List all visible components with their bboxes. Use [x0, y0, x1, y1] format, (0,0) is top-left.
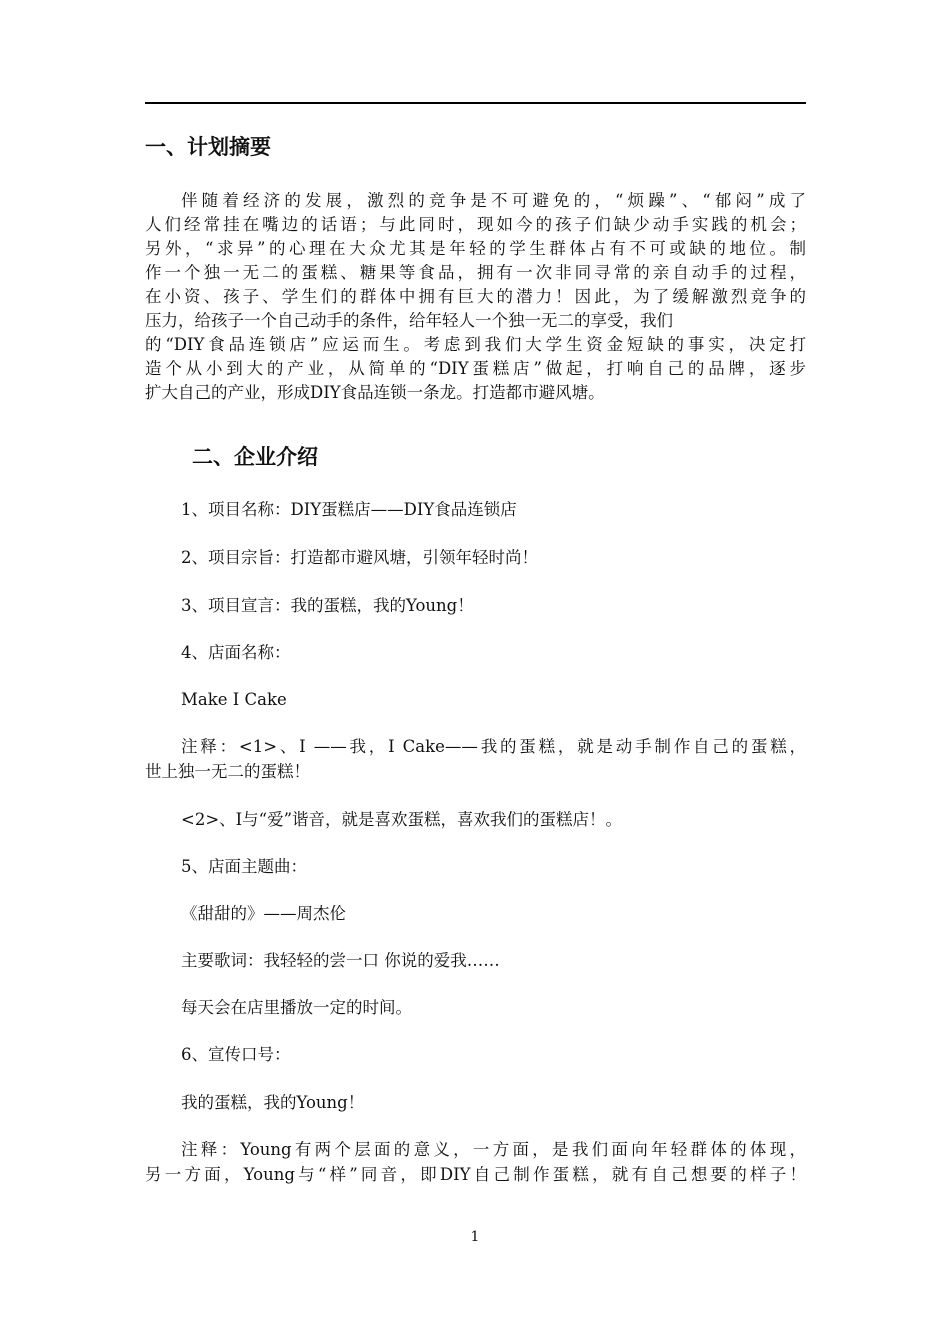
heading-company-intro: 二、企业介绍 — [192, 445, 318, 469]
summary-line: 人们经常挂在嘴边的话语；与此同时，现如今的孩子们缺少动手实践的机会； — [145, 215, 806, 234]
summary-line: 扩大自己的产业，形成DIY食品连锁一条龙。打造都市避风塘。 — [145, 383, 605, 402]
summary-line: 另外，“求异”的心理在大众尤其是年轻的学生群体占有不可或缺的地位。制 — [145, 239, 806, 258]
intro-line: 主要歌词：我轻轻的尝一口 你说的爱我…… — [181, 951, 500, 970]
summary-line: 造个从小到大的产业，从简单的“DIY蛋糕店”做起，打响自己的品牌，逐步 — [145, 359, 806, 378]
intro-line: 世上独一无二的蛋糕！ — [145, 762, 310, 781]
intro-line: 1、项目名称：DIY蛋糕店——DIY食品连锁店 — [181, 500, 517, 519]
summary-line: 在小资、孩子、学生们的群体中拥有巨大的潜力！因此，为了缓解激烈竞争的 — [145, 287, 806, 306]
intro-line: <2>、I与“爱”谐音，就是喜欢蛋糕，喜欢我们的蛋糕店！。 — [181, 810, 623, 829]
summary-line: 的“DIY食品连锁店”应运而生。考虑到我们大学生资金短缺的事实，决定打 — [145, 335, 806, 354]
intro-line: 我的蛋糕，我的Young！ — [181, 1093, 365, 1112]
heading-plan-summary: 一、计划摘要 — [145, 135, 271, 159]
intro-line: 3、项目宣言：我的蛋糕，我的Young！ — [181, 596, 474, 615]
intro-line: 6、宣传口号： — [181, 1045, 291, 1064]
summary-line: 伴随着经济的发展，激烈的竞争是不可避免的，“烦躁”、“郁闷”成了 — [181, 191, 806, 210]
intro-line: 5、店面主题曲： — [181, 857, 307, 876]
intro-line: Make I Cake — [181, 690, 287, 709]
intro-line: 4、店面名称： — [181, 643, 291, 662]
summary-line: 压力，给孩子一个自己动手的条件，给年轻人一个独一无二的享受，我们 — [145, 311, 673, 330]
intro-line: 另一方面，Young与“样”同音，即DIY自己制作蛋糕，就有自己想要的样子！ — [145, 1165, 806, 1184]
page-number: 1 — [470, 1229, 480, 1245]
intro-line: 每天会在店里播放一定的时间。 — [181, 998, 412, 1017]
intro-line: 2、项目宗旨：打造都市避风塘，引领年轻时尚！ — [181, 548, 538, 567]
summary-line: 作一个独一无二的蛋糕、糖果等食品，拥有一次非同寻常的亲自动手的过程， — [145, 263, 806, 282]
intro-line: 《甜甜的》——周杰伦 — [181, 904, 346, 923]
intro-line: 注释：Young有两个层面的意义，一方面，是我们面向年轻群体的体现， — [181, 1140, 806, 1159]
intro-line: 注释：<1>、I ——我，I Cake——我的蛋糕，就是动手制作自己的蛋糕， — [181, 737, 806, 756]
header-rule — [145, 102, 806, 104]
